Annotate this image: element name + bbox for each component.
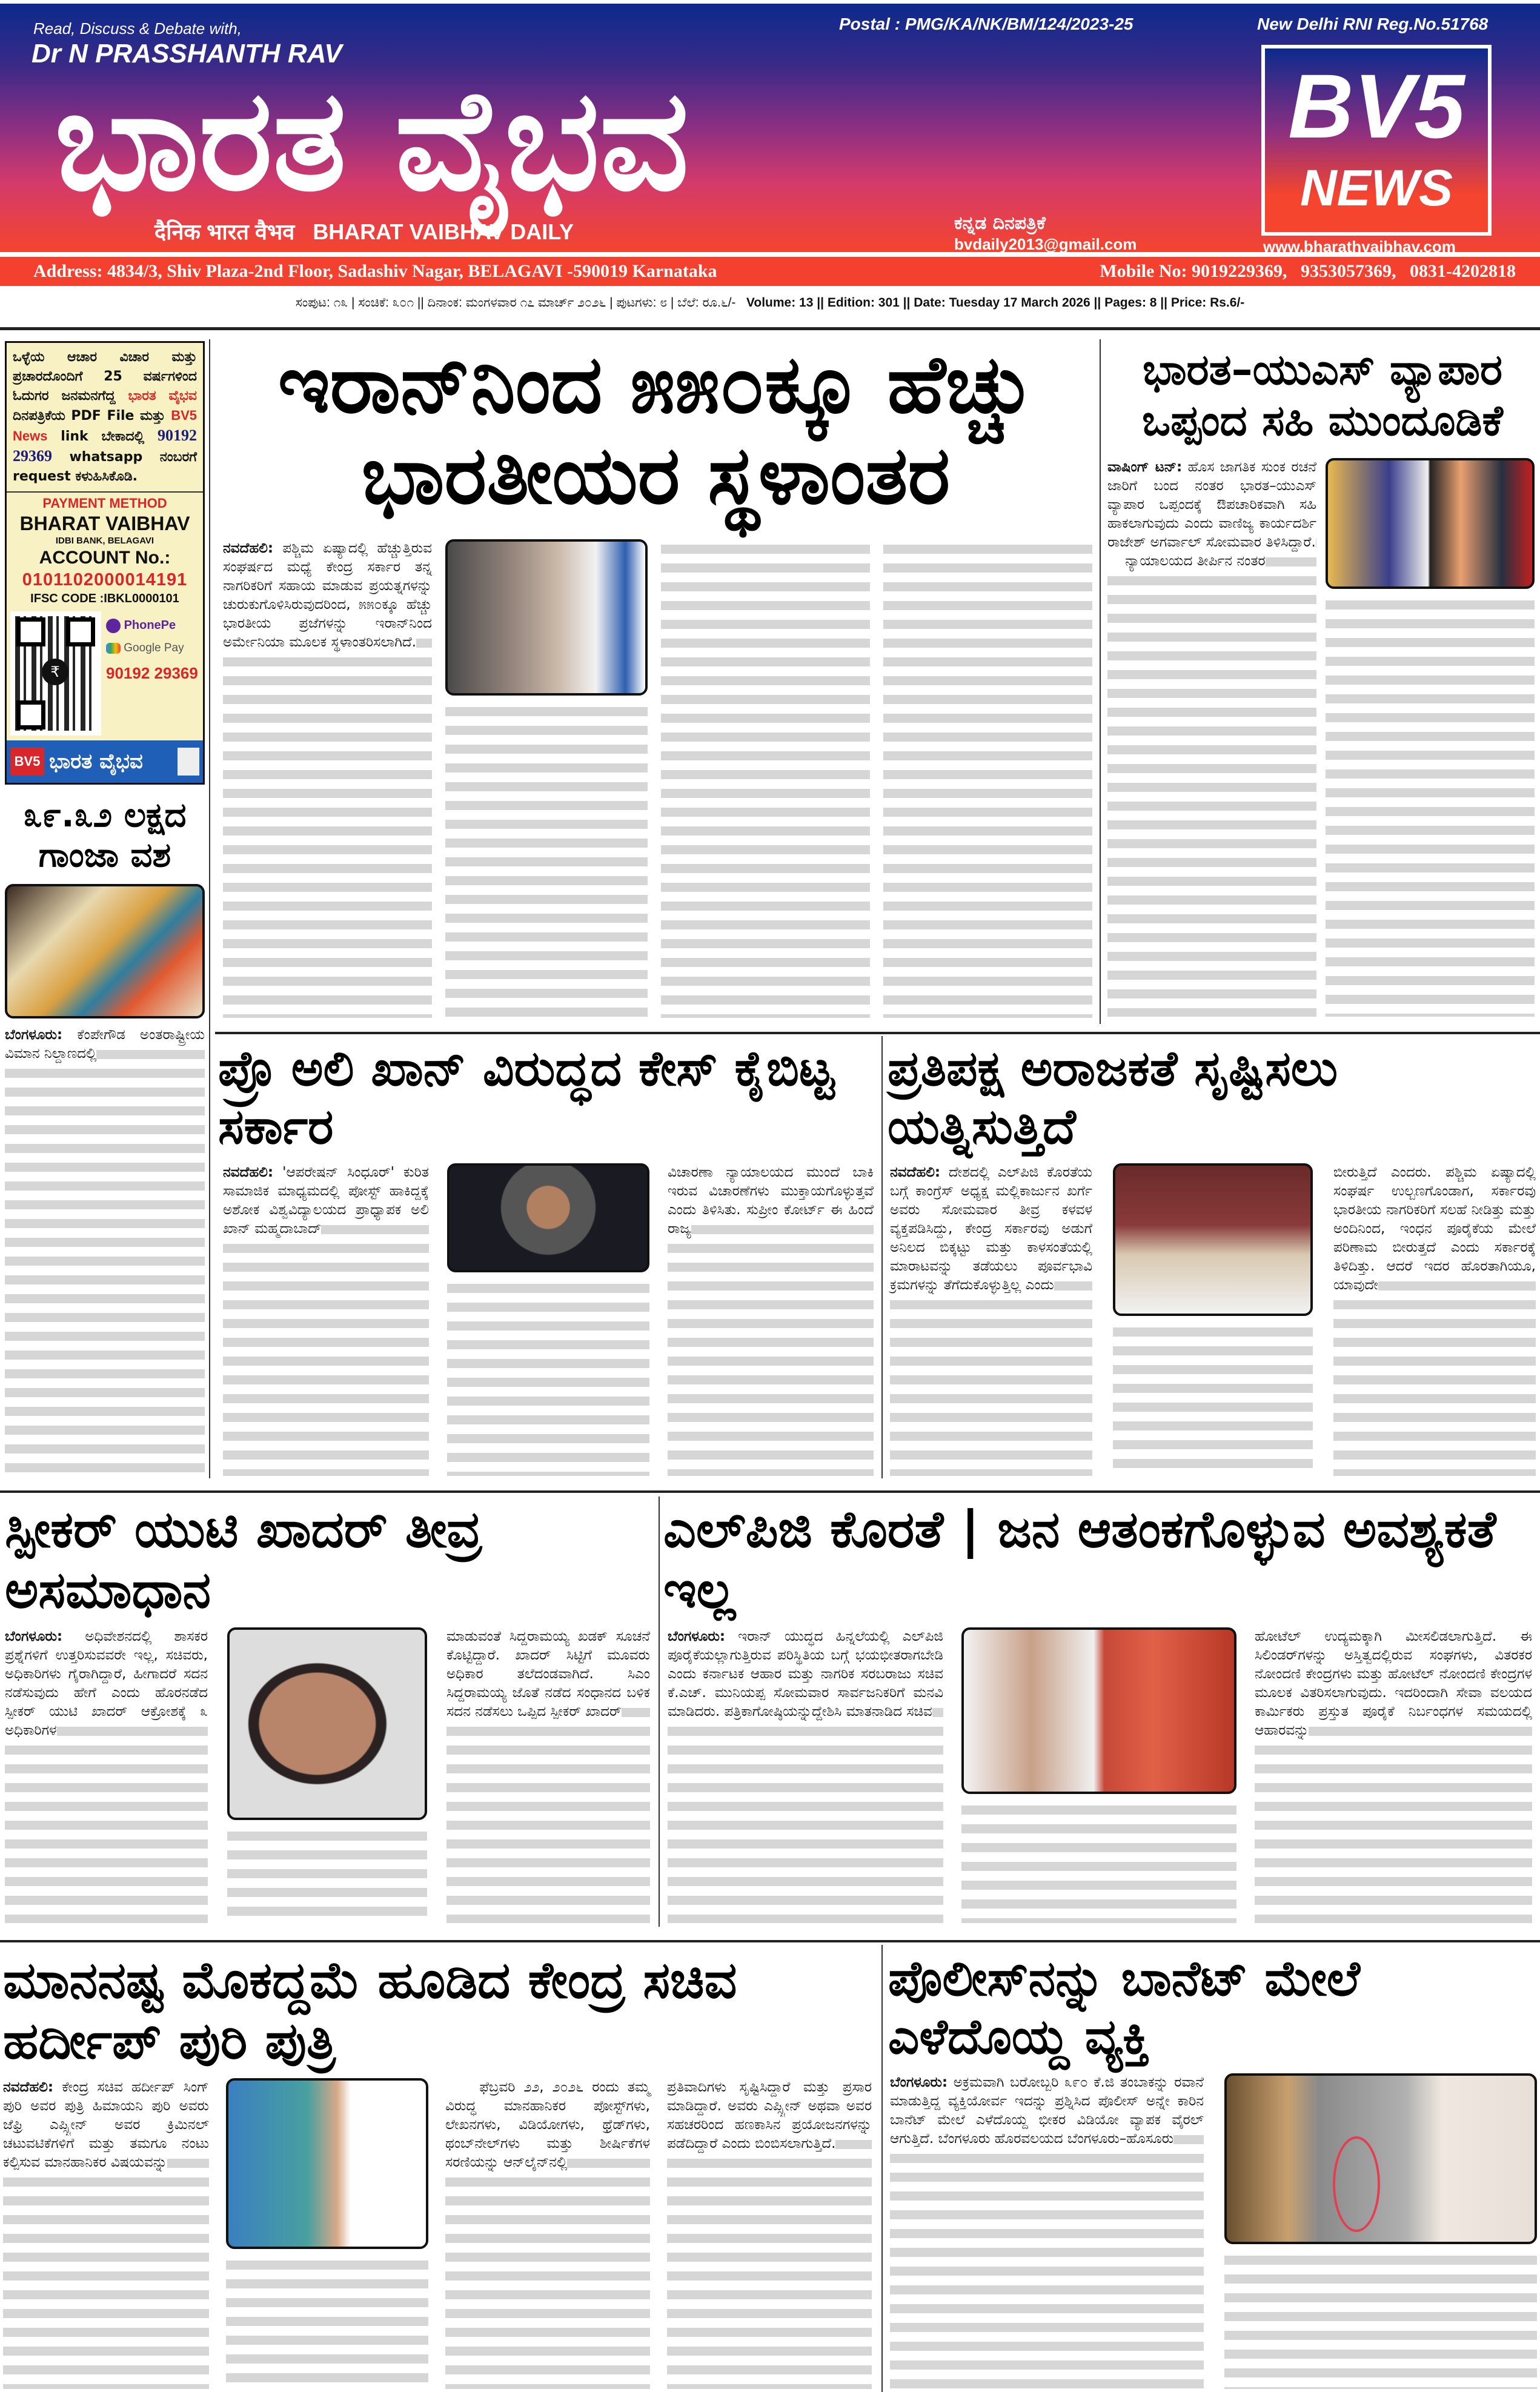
article-speaker <box>5 1499 656 1923</box>
jaishankar-photo <box>445 539 648 696</box>
body-text: ಹೊಸ ಜಾಗತಿಕ ಸುಂಕ ರಚನೆ ಜಾರಿಗೆ ಬಂದ ನಂತರ ಭಾರತ–ಯುಎಸ್ ವ್ಯಾಪಾರ ಒಪ್ಪಂದಕ್ಕೆ ಔಪಚಾರಿಕವಾಗಿ ಸಹಿ ಹಾಕಲಾಗುವುದು ಎಂದು ವಾಣಿಜ್ಯ ಕಾರ್ಯದರ್ಶಿ ರಾಜೇಶ್ ಅಗರ್ವಾಲ್ ಸೋಮವಾರ ತಿಳಿಸಿದ್ದಾರೆ. <box>1107 459 1316 550</box>
column-divider <box>881 1945 883 2392</box>
postal-registration: Postal : PMG/KA/NK/BM/124/2023-25 <box>839 15 1133 33</box>
email-link[interactable]: bvdaily2013@gmail.com <box>954 235 1137 253</box>
hardeep-puri-photo <box>226 2078 428 2249</box>
dateline: ನವದೆಹಲಿ: <box>3 2079 54 2095</box>
column-divider <box>209 339 210 1478</box>
headline-opposition[interactable]: ಪ್ರತಿಪಕ್ಷ ಅರಾಜಕತೆ ಸೃಷ್ಟಿಸಲು ಯತ್ನಿಸುತ್ತಿದೆ <box>888 1040 1338 1155</box>
dateline: ಬೆಂಗಳೂರು: <box>890 2075 948 2090</box>
article-body-trade <box>1107 458 1316 1017</box>
ali-khan-photo <box>447 1163 649 1272</box>
article-body-ali-khan <box>223 1163 429 1476</box>
modi-trump-photo <box>1326 458 1535 589</box>
article-body-lpg <box>668 1627 943 1923</box>
dateline: ನವದೆಹಲಿ: <box>223 1164 274 1180</box>
subscription-advertisement <box>5 341 205 785</box>
section-divider <box>0 1490 1540 1493</box>
address-text: Address: 4834/3, Shiv Plaza-2nd Floor, Sadashiv Nagar, BELAGAVI -590019 Karnataka <box>33 261 717 281</box>
body-text: ದೇಶದಲ್ಲಿ ಎಲ್‌ಪಿಜಿ ಕೊರತೆಯ ಬಗ್ಗೆ ಕಾಂಗ್ರೆಸ್ ಅಧ್ಯಕ್ಷ ಮಲ್ಲಿಕಾರ್ಜುನ ಖರ್ಗೆ ಅವರು ಸೋಮವಾರ ತೀವ್ರ ಕಳವಳ ವ್ಯಕ್ತಪಡಿಸಿದ್ದು, ಕೇಂದ್ರ ಸರ್ಕಾರವು ಅಡುಗೆ ಅನಿಲದ ಬಿಕ್ಕಟ್ಟು ಮತ್ತು ಕಾಳಸಂತೆಯಲ್ಲಿ ಮಾರಾಟವನ್ನು ತಡೆಯಲು ಪೂರ್ವಭಾವಿ ಕ್ರಮಗಳನ್ನು ತೆಗೆದುಕೊಳ್ಳುತ್ತಿಲ್ಲ ಎಂದು <box>890 1164 1092 1293</box>
article-body-ganja <box>5 1026 205 1474</box>
ad-text: link ಬೇಕಾದಲ್ಲಿ <box>47 429 158 444</box>
article-body-opposition-col3 <box>1333 1163 1536 1476</box>
editor-thumbnail <box>178 748 199 776</box>
article-body-lpg-col3 <box>1255 1627 1532 1923</box>
kannada-daily-label: ಕನ್ನಡ ದಿನಪತ್ರಿಕೆ <box>954 213 1046 234</box>
article-body-opposition-col2 <box>1113 1322 1313 1476</box>
bv5-logo-text: BV5 <box>1288 55 1465 157</box>
ad-phone: 90192 29369 <box>13 427 197 465</box>
masthead-tagline: Read, Discuss & Debate with, <box>33 19 242 38</box>
english-daily-name: BHARAT VAIBHAV DAILY <box>313 219 574 244</box>
hindi-daily-name: दैनिक भारत वैभव <box>154 219 295 244</box>
ut-khader-photo <box>227 1627 427 1820</box>
article-body-ali-khan-col2 <box>447 1278 649 1476</box>
headline-puri[interactable]: ಮಾನನಷ್ಟ ಮೊಕದ್ದಮೆ ಹೂಡಿದ ಕೇಂದ್ರ ಸಚಿವ ಹರ್ದೀಪ್ ಪುರಿ ಪುತ್ರಿ <box>3 1950 737 2070</box>
article-police <box>888 1950 1538 2389</box>
body-text: ಮಾಡುವಂತೆ ಸಿದ್ದರಾಮಯ್ಯ ಖಡಕ್ ಸೂಚನೆ ಕೊಟ್ಟಿದ್ದಾರೆ. ಖಾದರ್ ಸಿಟ್ಟಿಗೆ ಮೂವರು ಅಧಿಕಾರ ತಲೆದಂಡವಾಗಿದೆ. ಸಿಎಂ ಸಿದ್ದರಾಮಯ್ಯ ಜೊತೆ ನಡೆದ ಸಂಧಾನದ ಬಳಿಕ ಸದನ ನಡೆಸಲು ಒಪ್ಪಿದ ಸ್ಪೀಕರ್ ಖಾದರ್ <box>446 1629 650 1719</box>
article-body-speaker-col3 <box>446 1627 650 1923</box>
dateline: ನವದೆಹಲಿ: <box>890 1164 941 1180</box>
payment-qr-code[interactable] <box>10 611 101 736</box>
article-body-police <box>890 2073 1204 2389</box>
dateline: ಬೆಂಗಳೂರು: <box>5 1027 63 1043</box>
bv5-news-logo <box>1261 45 1492 236</box>
headline-ganja[interactable]: ೩೯.೩೨ ಲಕ್ಷದ ಗಾಂಜಾ ವಶ <box>23 796 187 875</box>
headline-speaker[interactable]: ಸ್ಪೀಕರ್ ಯುಟಿ ಖಾದರ್ ತೀವ್ರ ಅಸಮಾಧಾನ <box>5 1500 482 1620</box>
account-name: BHARAT VAIBHAV <box>19 513 190 534</box>
lpg-cylinders-photo <box>961 1627 1236 1794</box>
section-divider <box>215 1032 1540 1034</box>
account-label: ACCOUNT No.: <box>39 548 171 568</box>
account-number: 0101102000014191 <box>22 570 188 590</box>
bank-name: IDBI BANK, BELAGAVI <box>55 536 154 546</box>
mobile-numbers: Mobile No: 9019229369, 9353057369, 0831-4202818 <box>1100 261 1516 281</box>
body-text: ಅಧಿವೇಶನದಲ್ಲಿ ಶಾಸಕರ ಪ್ರಶ್ನೆಗಳಿಗೆ ಉತ್ತರಿಸುವವರೇ ಇಲ್ಲ, ಸಚಿವರು, ಅಧಿಕಾರಿಗಳು ಗೈರಾಗಿದ್ದಾರೆ, ಹೀಗಾದರೆ ಸದನ ನಡೆಸುವುದು ಹೇಗೆ ಎಂದು ಹೊರನಡೆದ ಸ್ಪೀಕರ್ ಯುಟಿ ಖಾದರ್ ಆಕ್ರೋಶಕ್ಕೆ ೩ ಅಧಿಕಾರಿಗಳ <box>5 1629 208 1738</box>
header-divider <box>0 327 1540 330</box>
ad-banner <box>7 740 203 783</box>
ad-brand: ಭಾರತ ವೈಭವ <box>128 388 197 404</box>
article-body-speaker-col2 <box>227 1826 427 1923</box>
news-logo-text: NEWS <box>1300 159 1453 216</box>
body-text: ಪಶ್ಚಿಮ ಏಷ್ಯಾದಲ್ಲಿ ಹೆಚ್ಚುತ್ತಿರುವ ಸಂಘರ್ಷದ ಮಧ್ಯೆ ಕೇಂದ್ರ ಸರ್ಕಾರ ತನ್ನ ನಾಗರಿಕರಿಗೆ ಸಹಾಯ ಮಾಡುವ ಪ್ರಯತ್ನಗಳನ್ನು ಚುರುಕುಗೊಳಿಸಿರುವುದರಿಂದ, ೫೫೦ಕ್ಕೂ ಹೆಚ್ಚು ಭಾರತೀಯ ಪ್ರಜೆಗಳನ್ನು ಇರಾನ್‌ನಿಂದ ಅರ್ಮೇನಿಯಾ ಮೂಲಕ ಸ್ಥಳಾಂತರಿಸಲಾಗಿದೆ. <box>223 540 432 650</box>
ad-promo-text <box>7 343 203 493</box>
body-text: ಇರಾನ್ ಯುದ್ಧದ ಹಿನ್ನಲೆಯಲ್ಲಿ ಎಲ್‌ಪಿಜಿ ಪೂರೈಕೆಯಲ್ಲಾಗುತ್ತಿರುವ ಪರಿಸ್ಥಿತಿಯ ಬಗ್ಗೆ ಭಯಭೀತರಾಗಬೇಡಿ ಎಂದು ಕರ್ನಾಟಕ ಆಹಾರ ಮತ್ತು ನಾಗರಿಕ ಸರಬರಾಜು ಸಚಿವ ಕೆ.ಎಚ್. ಮುನಿಯಪ್ಪ ಸೋಮವಾರ ಸಾರ್ವಜನಿಕರಿಗೆ ಮನವಿ ಮಾಡಿದರು. ಪತ್ರಿಕಾಗೋಷ್ಠಿಯನ್ನುದ್ದೇಶಿಸಿ ಮಾತನಾಡಿದ ಸಚಿವ <box>668 1629 943 1719</box>
article-trade <box>1107 344 1538 1017</box>
ad-text: ದಿನಪತ್ರಿಕೆಯ PDF File ಮತ್ತು <box>13 408 171 424</box>
issue-info-kannada: ಸಂಪುಟ: ೧೩ | ಸಂಚಿಕೆ: ೩೦೧ || ದಿನಾಂಕ: ಮಂಗಳವಾರ ೧೭ ಮಾರ್ಚ್ ೨೦೨೬ | ಪುಟಗಳು: ೮ | ಬೆಲೆ: ರೂ.೬/- <box>295 296 736 310</box>
body-text: 'ಆಪರೇಷನ್ ಸಿಂಧೂರ್' ಕುರಿತ ಸಾಮಾಜಿಕ ಮಾಧ್ಯಮದಲ್ಲಿ ಪೋಸ್ಟ್ ಹಾಕಿದ್ದಕ್ಕೆ ಅಶೋಕ ವಿಶ್ವವಿದ್ಯಾಲಯದ ಪ್ರಾಧ್ಯಾಪಕ ಅಲಿ ಖಾನ್ ಮಹ್ಮದಾಬಾದ್ <box>223 1164 429 1237</box>
headline-lead[interactable] <box>215 339 1097 521</box>
article-lead <box>215 339 1097 1018</box>
headline-ali-khan[interactable]: ಪ್ರೊ ಅಲಿ ಖಾನ್ ವಿರುದ್ಧದ ಕೇಸ್ ಕೈಬಿಟ್ಟ ಸರ್ಕಾರ <box>218 1040 834 1155</box>
payment-phone: 90192 29369 <box>106 664 198 682</box>
headline-lpg[interactable]: ಎಲ್‌ಪಿಜಿ ಕೊರತೆ | ಜನ ಆತಂಕಗೊಳ್ಳುವ ಅವಶ್ಯಕತೆ ಇಲ್ಲ <box>663 1500 1496 1620</box>
article-body-puri-col1b <box>226 2255 428 2389</box>
article-body-trade-col2 <box>1326 595 1535 1017</box>
headline-line: ಒಪ್ಪಂದ ಸಹಿ ಮುಂದೂಡಿಕೆ <box>1142 396 1503 445</box>
phonepe-logo-icon <box>106 619 121 633</box>
article-body-opposition <box>890 1163 1092 1476</box>
body-text: ಪ್ರತಿವಾದಿಗಳು ಸೃಷ್ಟಿಸಿದ್ದಾರೆ ಮತ್ತು ಪ್ರಸಾರ ಮಾಡಿದ್ದಾರೆ. ಅವರು ಎಪ್ಸ್ಟೀನ್ ಅಥವಾ ಅವರ ಸಹಚರರಿಂದ ಹಣಕಾಸಿನ ಪ್ರಯೋಜನಗಳನ್ನು ಪಡೆದಿದ್ದಾರೆ ಎಂದು ಬಿಂಬಿಸಲಾಗುತ್ತಿದೆ. <box>667 2079 872 2151</box>
article-body-lpg-col2 <box>961 1800 1236 1923</box>
article-ali-khan <box>218 1040 878 1476</box>
issue-info-english: Volume: 13 || Edition: 301 || Date: Tuesday 17 March 2026 || Pages: 8 || Price: Rs.6/- <box>746 296 1245 310</box>
body-text: ಹೋಟೆಲ್ ಉದ್ಯಮಕ್ಕಾಗಿ ಮೀಸಲಿಡಲಾಗುತ್ತಿದೆ. ಈ ಸಿಲಿಂಡರ್‌ಗಳನ್ನು ಅಸ್ತಿತ್ವದಲ್ಲಿರುವ ಸಂಘಗಳು, ವಿತರಕರ ನೋಂದಣಿ ಕೇಂದ್ರಗಳು ಮತ್ತು ಹೋಟೆಲ್ ನೋಂದಣಿ ಕೇಂದ್ರಗಳ ಮೂಲಕ ವಿತರಿಸಲಾಗುವುದು. ಇದರಿಂದಾಗಿ ಸೇವಾ ವಲಯದ ಕಾರ್ಮಿಕರು ಪ್ರಸ್ತುತ ಪೂರೈಕೆ ನಿರ್ಬಂಧಗಳ ಸಮಯದಲ್ಲಿ ಆಹಾರವನ್ನು <box>1255 1629 1532 1738</box>
ad-text: ಒಳ್ಳೆಯ ಆಚಾರ ವಿಚಾರ ಮತ್ತು ಪ್ರಚಾರದೊಂದಿಗೆ 25 ವರ್ಷಗಳಿಂದ ಓದುಗರ ಜನಮನಗೆದ್ದ <box>13 350 197 404</box>
headline-line: ಇರಾನ್‌ನಿಂದ ೫೫೦ಕ್ಕೂ ಹೆಚ್ಚು <box>277 338 1034 431</box>
issue-dateline <box>0 296 1540 310</box>
ifsc-code: IFSC CODE :IBKL0000101 <box>30 592 179 605</box>
body-text: ಬೀರುತ್ತಿದೆ ಎಂದರು. ಪಶ್ಚಿಮ ಏಷ್ಯಾದಲ್ಲಿ ಸಂಘರ್ಷ ಉಲ್ಬಣಗೊಂಡಾಗ, ಸರ್ಕಾರವು ಭಾರತೀಯ ನಾಗರಿಕರಿಗೆ ಸಲಹೆ ನೀಡಿತ್ತು ಮತ್ತು ಅಂದಿನಿಂದ, ಇಂಧನ ಪೂರೈಕೆಯ ಮೇಲೆ ಪರಿಣಾಮ ಬೀರುತ್ತದೆ ಎಂದು ಸರ್ಕಾರಕ್ಕೆ ತಿಳಿದಿತ್ತು. ಆದರೆ ಇದರ ಹೊರತಾಗಿಯೂ, ಯಾವುದೇ <box>1333 1164 1536 1293</box>
article-body-puri-col3 <box>667 2078 872 2389</box>
dateline: ನವದೆಹಲಿ: <box>223 540 274 556</box>
article-body-lead-col4 <box>883 539 1092 1018</box>
rni-registration: New Delhi RNI Reg.No.51768 <box>1257 15 1489 33</box>
highlight-circle <box>1333 2136 1380 2232</box>
body-text: ವಿಚಾರಣಾ ನ್ಯಾಯಾಲಯದ ಮುಂದೆ ಬಾಕಿ ಇರುವ ವಿಚಾರಣೆಗಳು ಮುಕ್ತಾಯಗೊಳ್ಳುತ್ತವೆ ಎಂದು ತಿಳಿಸಿತು. ಸುಪ್ರೀಂ ಕೋರ್ಟ್ ಈ ಹಿಂದೆ ರಾಜ್ಯ <box>668 1164 874 1237</box>
article-body-lead-col2 <box>445 702 648 1018</box>
google-pay-label: Google Pay <box>124 642 184 654</box>
section-divider <box>0 1940 1540 1942</box>
article-body-lead <box>223 539 432 1018</box>
body-text: ಕೇಂದ್ರ ಸಚಿವ ಹರ್ದೀಪ್ ಸಿಂಗ್ ಪುರಿ ಅವರ ಪುತ್ರಿ ಹಿಮಾಯನಿ ಪುರಿ ಅವರು ಜೆಫ್ರಿ ಎಪ್ಸ್ಟೀನ್ ಅವರ ಕ್ರಿಮಿನಲ್ ಚಟುವಟಿಕೆಗಳಿಗೆ ಮತ್ತು ತಮಗೂ ನಂಟು ಕಲ್ಪಿಸುವ ಮಾನಹಾನಿಕರ ವಿಷಯವನ್ನು <box>3 2079 209 2170</box>
masthead <box>0 4 1540 256</box>
ad-bv5: BV5 News <box>13 408 197 444</box>
google-pay-icon <box>106 643 121 654</box>
newspaper-logo-title: ಭಾರತ ವೈಭವ <box>55 60 689 222</box>
article-body-ali-khan-col3 <box>668 1163 874 1476</box>
ad-text: whatsapp ನಂಬರಗೆ request ಕಳುಹಿಸಿಕೊಡಿ. <box>13 450 197 484</box>
left-column <box>5 341 205 1474</box>
payment-method-label: PAYMENT METHOD <box>42 496 167 511</box>
article-body-puri-col2 <box>445 2078 650 2389</box>
bv5-mini-logo: BV5 <box>10 748 44 776</box>
article-body-speaker <box>5 1627 208 1923</box>
banner-title: ಭಾರತ ವೈಭವ <box>49 749 143 774</box>
body-text: ಕೆಂಪೇಗೌಡ ಅಂತರಾಷ್ಟ್ರೀಯ ವಿಮಾನ ನಿಲ್ದಾಣದಲ್ಲಿ <box>5 1027 205 1061</box>
headline-line: ಭಾರತ–ಯುಎಸ್ ವ್ಯಾಪಾರ <box>1143 345 1502 394</box>
phonepe-icon: ₹ <box>42 659 68 685</box>
article-puri <box>3 1950 878 2389</box>
column-divider <box>659 1497 660 1927</box>
phonepe-label: PhonePe <box>124 619 176 632</box>
police-incident-photo <box>1224 2073 1537 2244</box>
headline-line: ಭಾರತೀಯರ ಸ್ಥಳಾಂತರ <box>361 429 951 522</box>
address-bar <box>0 257 1540 286</box>
article-body-puri <box>3 2078 209 2389</box>
article-body-police-col2 <box>1224 2250 1537 2389</box>
article-opposition <box>888 1040 1539 1476</box>
headline-trade[interactable] <box>1107 344 1538 446</box>
body-text: ಫೆಬ್ರವರಿ ೨೨, ೨೦೨೬ ರಂದು ತಮ್ಮ ವಿರುದ್ಧ ಮಾನಹಾನಿಕರ ಪೋಸ್ಟ್‌ಗಳು, ಲೇಖನಗಳು, ವಿಡಿಯೋಗಳು, ಥ್ರೆಡ್‌ಗಳು, ಥಂಬ್‌ನೇಲ್‌ಗಳು ಮತ್ತು ಶೀರ್ಷಿಕೆಗಳ ಸರಣಿಯನ್ನು ಆನ್‌ಲೈನ್‌ನಲ್ಲಿ <box>445 2079 650 2170</box>
article-lpg <box>663 1499 1539 1923</box>
column-divider <box>881 1036 883 1478</box>
body-text: ಅಕ್ರಮವಾಗಿ ಬರೋಬ್ಬರಿ ೩೯೦ ಕೆ.ಜಿ ತಂಬಾಕನ್ನು ರವಾನೆ ಮಾಡುತ್ತಿದ್ದ ವ್ಯಕ್ತಿಯೋರ್ವ ಇದನ್ನು ಪ್ರಶ್ನಿಸಿದ ಪೊಲೀಸ್ ಅನ್ನೇ ಕಾರಿನ ಬಾನೆಟ್ ಮೇಲೆ ಎಳೆದೊಯ್ದ ಭೀಕರ ವಿಡಿಯೋ ವ್ಯಾಪಕ ವೈರಲ್ ಆಗುತ್ತಿದೆ. ಬೆಂಗಳೂರು ಹೊರವಲಯದ ಬೆಂಗಳೂರು–ಹೊಸೂರು <box>890 2075 1204 2147</box>
dateline: ವಾಷಿಂಗ್ ಟನ್: <box>1107 459 1183 475</box>
body-text: ನ್ಯಾಯಾಲಯದ ತೀರ್ಪಿನ ನಂತರ <box>1125 553 1266 569</box>
editor-name: Dr N PRASSHANTH RAV <box>32 39 342 68</box>
website-link[interactable]: www.bharathvaibhav.com <box>1263 238 1456 256</box>
kharge-parliament-photo <box>1113 1163 1313 1316</box>
column-divider <box>1100 339 1101 1024</box>
dateline: ಬೆಂಗಳೂರು: <box>668 1629 726 1644</box>
ganja-seizure-photo <box>5 884 205 1018</box>
dateline: ಬೆಂಗಳೂರು: <box>5 1629 63 1644</box>
headline-police[interactable]: ಪೊಲೀಸ್‌ನನ್ನು ಬಾನೆಟ್ ಮೇಲೆ ಎಳೆದೊಯ್ದ ವ್ಯಕ್ತಿ <box>888 1950 1360 2065</box>
article-body-lead-col3 <box>661 539 870 1018</box>
